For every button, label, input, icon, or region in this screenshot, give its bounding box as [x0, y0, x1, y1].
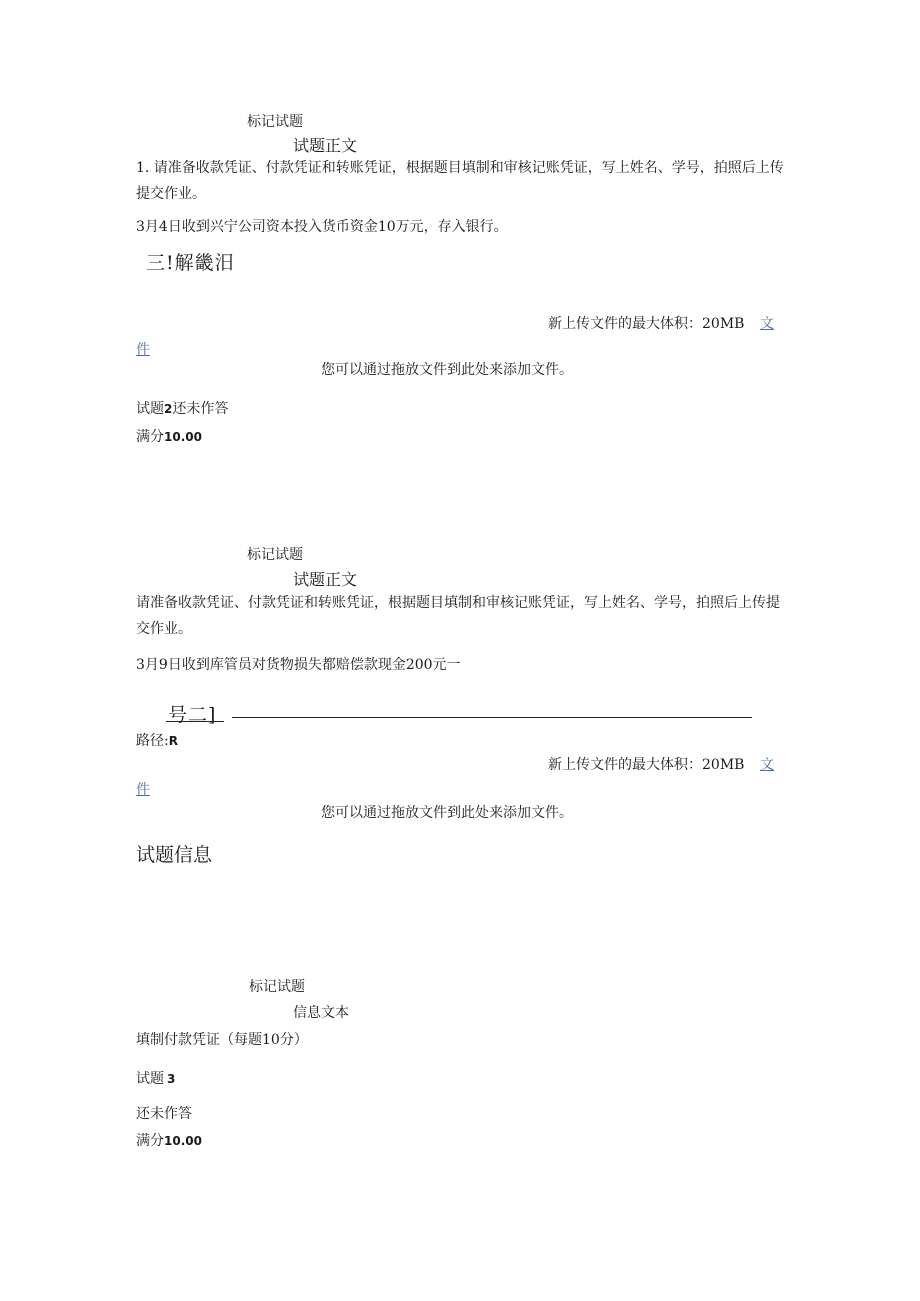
underline-long	[232, 717, 752, 718]
question-status: 还未作答	[136, 1106, 192, 1122]
question-header	[136, 398, 228, 418]
question-instruction: 请准备收款凭证、付款凭证和转账凭证，根据题目填制和审核记账凭证，写上姓名、学号，拍照后上传提交作业。	[136, 595, 780, 637]
question-label: 试题	[136, 1071, 164, 1087]
flag-question-link[interactable]: 标记试题	[249, 979, 305, 995]
underline-short	[166, 721, 224, 722]
question-label: 试题	[136, 401, 164, 417]
grade-label: 满分	[136, 1133, 164, 1149]
question-number: 2	[164, 402, 173, 416]
question-body-title: 试题正文	[293, 570, 358, 589]
drop-zone-hint[interactable]: 您可以通过拖放文件到此处来添加文件。	[321, 805, 573, 821]
max-upload-size: 新上传文件的最大体积：20MB	[548, 757, 745, 773]
flag-question-link[interactable]: 标记试题	[247, 547, 303, 563]
grade-label: 满分	[136, 429, 164, 445]
info-body-title: 信息文本	[293, 1005, 349, 1021]
file-picker-link-cont[interactable]: 件	[136, 782, 150, 798]
path-label: 路径:	[136, 733, 169, 749]
grade-value: 10.00	[164, 430, 202, 444]
file-picker-link[interactable]: 文	[760, 757, 774, 773]
info-text: 填制付款凭证（每题10分）	[136, 1032, 308, 1048]
drop-zone-hint[interactable]: 您可以通过拖放文件到此处来添加文件。	[321, 362, 573, 378]
garbled-image-text: 号二]	[168, 704, 217, 726]
question-header	[136, 1068, 175, 1088]
grade-value: 10.00	[164, 1134, 202, 1148]
question-grade	[136, 426, 202, 446]
max-upload-size: 新上传文件的最大体积：20MB	[548, 316, 745, 332]
question-instruction: 1. 请准备收款凭证、付款凭证和转账凭证，根据题目填制和审核记账凭证，写上姓名、学号，拍照后上传提交作业。	[136, 160, 784, 202]
file-picker-link-cont[interactable]: 件	[136, 342, 150, 358]
question-body-title: 试题正文	[293, 136, 358, 155]
question-task: 3月4日收到兴宁公司资本投入货币资金10万元，存入银行。	[136, 219, 508, 235]
flag-question-link[interactable]: 标记试题	[247, 114, 303, 130]
upload-path	[136, 730, 178, 750]
question-grade	[136, 1130, 202, 1150]
garbled-image-text: 三!解畿汨	[146, 252, 235, 274]
file-picker-link[interactable]: 文	[760, 316, 774, 332]
question-task: 3月9日收到库管员对货物损失都赔偿款现金200元一	[136, 657, 461, 673]
path-value: R	[168, 734, 178, 748]
question-number: 3	[167, 1072, 176, 1086]
question-status: 还未作答	[172, 401, 229, 417]
info-heading: 试题信息	[136, 844, 213, 866]
